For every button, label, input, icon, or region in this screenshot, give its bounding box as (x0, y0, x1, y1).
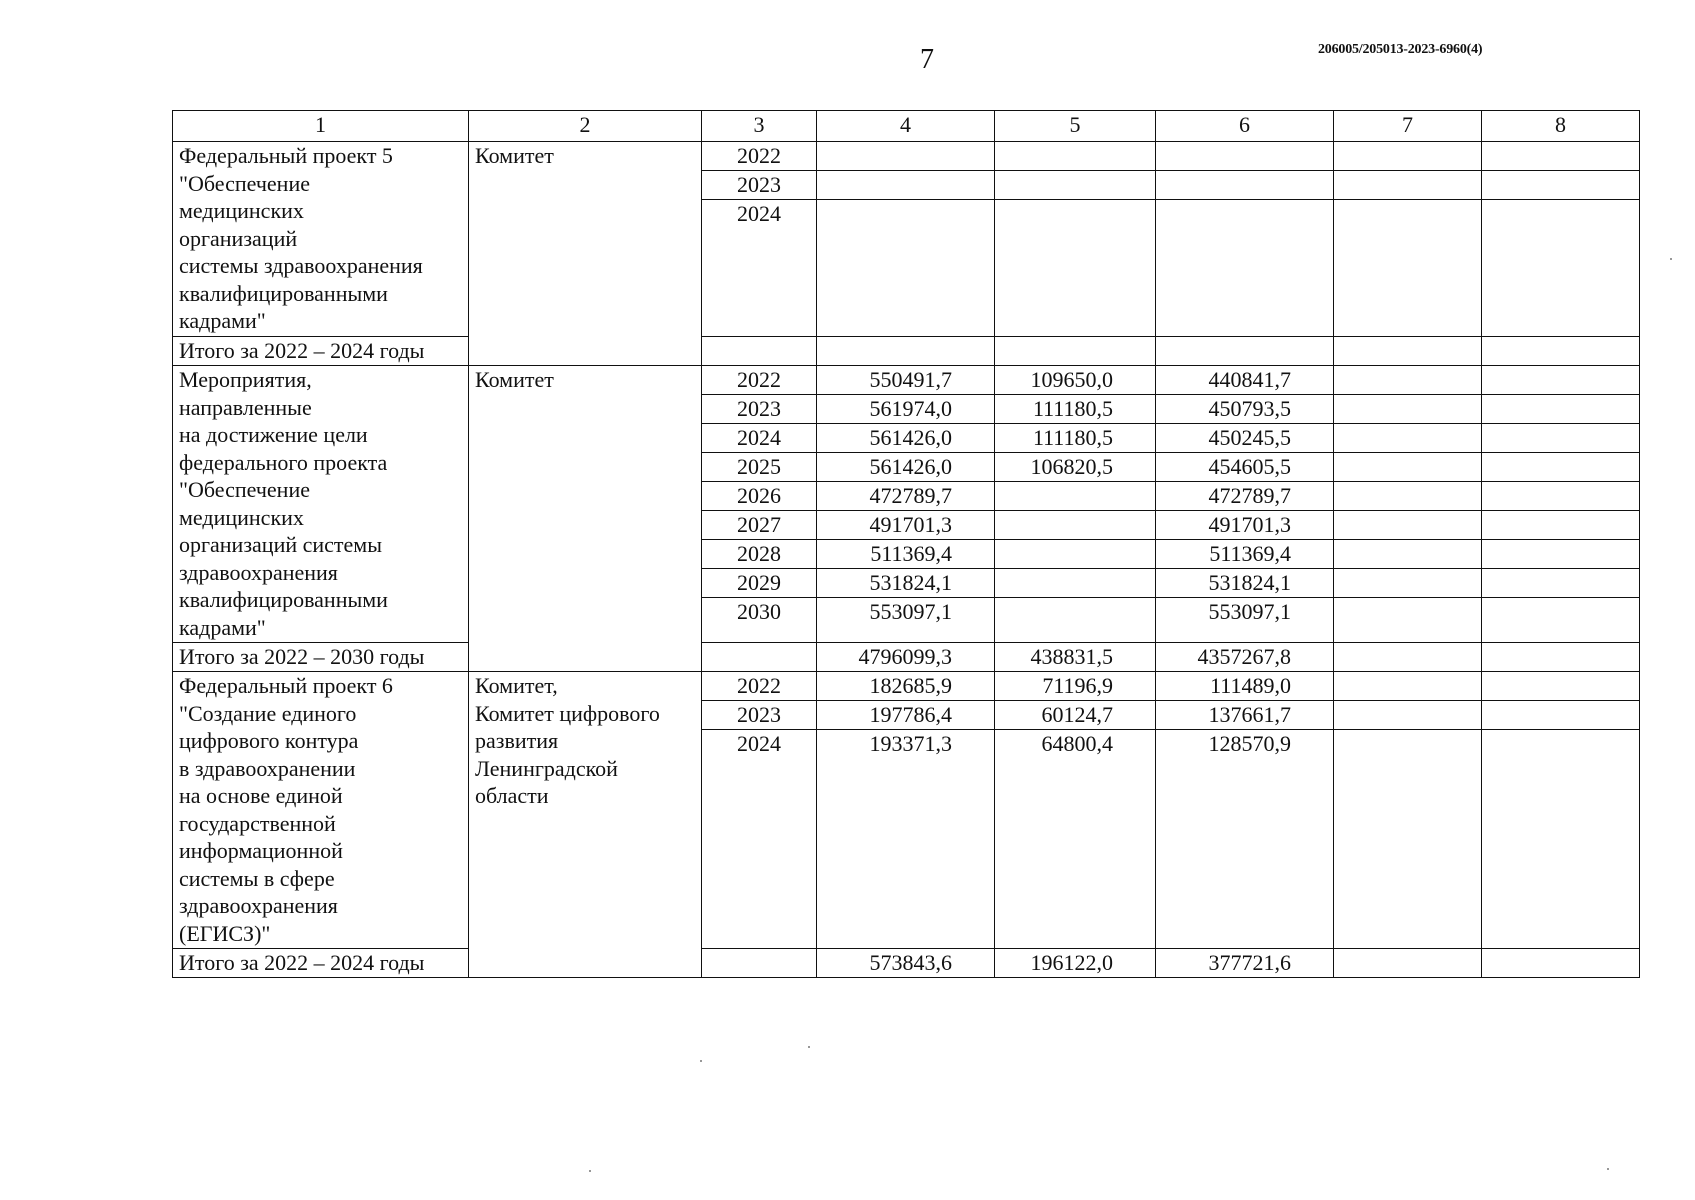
value-cell-c4: 561974,0 (817, 395, 995, 424)
value-cell-c4 (817, 171, 995, 200)
value-cell-c7 (1334, 540, 1482, 569)
value-cell-c6: 128570,9 (1156, 730, 1334, 949)
value-cell-c8 (1482, 142, 1640, 171)
block-name-line: Федеральный проект 6 (179, 673, 393, 698)
block-name-line: здравоохранения (179, 559, 338, 585)
value-cell-c5: 60124,7 (995, 701, 1156, 730)
total-value-c5: 438831,5 (995, 643, 1156, 672)
value-cell-c4: 550491,7 (817, 366, 995, 395)
value-cell-c6: 472789,7 (1156, 482, 1334, 511)
year-cell (702, 949, 817, 978)
value-cell-c8 (1482, 598, 1640, 643)
block-name-line: кадрами" (179, 308, 266, 333)
value-cell-c8 (1482, 424, 1640, 453)
value-cell-c8 (1482, 540, 1640, 569)
total-value-c8 (1482, 643, 1640, 672)
value-cell-c4 (817, 200, 995, 337)
value-cell-c4: 193371,3 (817, 730, 995, 949)
scan-speck (1670, 258, 1672, 260)
value-cell-c5 (995, 171, 1156, 200)
block-name-cell (173, 366, 469, 643)
block-name-line: медицинских (179, 198, 304, 223)
value-cell-c7 (1334, 511, 1482, 540)
value-cell-c7 (1334, 730, 1482, 949)
year-cell: 2025 (702, 453, 817, 482)
value-cell-c5: 64800,4 (995, 730, 1156, 949)
value-cell-c6: 454605,5 (1156, 453, 1334, 482)
block-name-line: Федеральный проект 5 (179, 143, 393, 168)
value-cell-c8 (1482, 482, 1640, 511)
value-cell-c5 (995, 142, 1156, 171)
block-name-line: информационной (179, 838, 343, 863)
total-row (173, 949, 1640, 978)
executor-cell (469, 142, 702, 366)
value-cell-c6: 137661,7 (1156, 701, 1334, 730)
block-name-line: Мероприятия, (179, 367, 312, 392)
column-header: 7 (1334, 111, 1482, 142)
year-cell: 2029 (702, 569, 817, 598)
value-cell-c7 (1334, 569, 1482, 598)
executor-line: Ленинградской (475, 755, 618, 781)
value-cell-c7 (1334, 171, 1482, 200)
block-name-line: системы здравоохранения (179, 253, 423, 278)
value-cell-c6: 491701,3 (1156, 511, 1334, 540)
value-cell-c6: 450245,5 (1156, 424, 1334, 453)
block-name-line: в здравоохранении (179, 755, 356, 781)
executor-line: Комитет (475, 143, 554, 168)
column-header: 6 (1156, 111, 1334, 142)
total-value-c4 (817, 337, 995, 366)
table-row (173, 672, 1640, 701)
value-cell-c5 (995, 569, 1156, 598)
document-code: 206005/205013-2023-6960(4) (1318, 42, 1483, 57)
value-cell-c8 (1482, 701, 1640, 730)
value-cell-c4: 531824,1 (817, 569, 995, 598)
block-name-cell (173, 142, 469, 337)
header-row (173, 111, 1640, 142)
year-cell: 2023 (702, 171, 817, 200)
block-name-line: на основе единой (179, 783, 343, 808)
executor-line: Комитет (475, 367, 554, 392)
year-cell: 2028 (702, 540, 817, 569)
total-value-c8 (1482, 949, 1640, 978)
block-name-line: федерального проекта (179, 449, 388, 475)
executor-line: Комитет, (475, 673, 558, 698)
block-name-cell (173, 672, 469, 949)
total-value-c4: 4796099,3 (817, 643, 995, 672)
table-row (173, 366, 1640, 395)
column-header: 3 (702, 111, 817, 142)
financing-table (172, 110, 1640, 978)
value-cell-c8 (1482, 569, 1640, 598)
column-header: 1 (173, 111, 469, 142)
value-cell-c5 (995, 511, 1156, 540)
value-cell-c8 (1482, 200, 1640, 337)
scan-speck (808, 1046, 810, 1048)
value-cell-c8 (1482, 511, 1640, 540)
value-cell-c8 (1482, 730, 1640, 949)
year-cell: 2022 (702, 142, 817, 171)
value-cell-c5: 111180,5 (995, 395, 1156, 424)
value-cell-c6: 450793,5 (1156, 395, 1334, 424)
year-cell: 2024 (702, 200, 817, 337)
value-cell-c7 (1334, 672, 1482, 701)
executor-line: области (475, 783, 549, 808)
value-cell-c5: 111180,5 (995, 424, 1156, 453)
value-cell-c7 (1334, 366, 1482, 395)
value-cell-c7 (1334, 482, 1482, 511)
value-cell-c6: 111489,0 (1156, 672, 1334, 701)
block-name-line: на достижение цели (179, 422, 368, 447)
total-label: Итого за 2022 – 2024 годы (173, 337, 469, 366)
scan-speck (700, 1060, 702, 1062)
block-name-line: организаций системы (179, 532, 382, 557)
total-value-c6: 4357267,8 (1156, 643, 1334, 672)
value-cell-c8 (1482, 672, 1640, 701)
block-name-line: здравоохранения (179, 893, 338, 918)
block-name-line: системы в сфере (179, 865, 335, 891)
block-name-line: "Обеспечение (179, 477, 310, 502)
value-cell-c7 (1334, 598, 1482, 643)
value-cell-c4: 553097,1 (817, 598, 995, 643)
value-cell-c7 (1334, 424, 1482, 453)
total-value-c6 (1156, 337, 1334, 366)
block-name-line: организаций (179, 225, 298, 251)
block-name-line: квалифицированными (179, 587, 388, 612)
year-cell: 2024 (702, 424, 817, 453)
year-cell: 2026 (702, 482, 817, 511)
value-cell-c8 (1482, 395, 1640, 424)
scan-speck (589, 1170, 591, 1172)
total-value-c7 (1334, 949, 1482, 978)
value-cell-c6: 531824,1 (1156, 569, 1334, 598)
year-cell: 2022 (702, 672, 817, 701)
total-label: Итого за 2022 – 2024 годы (173, 949, 469, 978)
block-name-line: кадрами" (179, 614, 266, 640)
value-cell-c6 (1156, 142, 1334, 171)
block-name-line: квалифицированными (179, 280, 388, 306)
block-name-line: (ЕГИСЗ)" (179, 920, 271, 946)
total-row (173, 337, 1640, 366)
year-cell: 2023 (702, 701, 817, 730)
block-name-line: государственной (179, 810, 336, 836)
value-cell-c8 (1482, 171, 1640, 200)
value-cell-c4: 182685,9 (817, 672, 995, 701)
column-header: 2 (469, 111, 702, 142)
value-cell-c6: 440841,7 (1156, 366, 1334, 395)
total-value-c7 (1334, 337, 1482, 366)
column-header: 8 (1482, 111, 1640, 142)
value-cell-c4: 472789,7 (817, 482, 995, 511)
value-cell-c4: 197786,4 (817, 701, 995, 730)
scan-speck (1607, 1168, 1609, 1170)
column-header: 4 (817, 111, 995, 142)
total-value-c4: 573843,6 (817, 949, 995, 978)
year-cell: 2030 (702, 598, 817, 643)
block-name-line: направленные (179, 394, 312, 420)
value-cell-c7 (1334, 142, 1482, 171)
value-cell-c5 (995, 540, 1156, 569)
total-value-c5: 196122,0 (995, 949, 1156, 978)
value-cell-c7 (1334, 200, 1482, 337)
value-cell-c8 (1482, 366, 1640, 395)
value-cell-c5 (995, 482, 1156, 511)
value-cell-c5 (995, 200, 1156, 337)
executor-line: развития (475, 728, 559, 753)
value-cell-c7 (1334, 701, 1482, 730)
value-cell-c4: 511369,4 (817, 540, 995, 569)
executor-cell (469, 366, 702, 672)
total-value-c5 (995, 337, 1156, 366)
year-cell: 2024 (702, 730, 817, 949)
total-label: Итого за 2022 – 2030 годы (173, 643, 469, 672)
value-cell-c6 (1156, 200, 1334, 337)
total-value-c6: 377721,6 (1156, 949, 1334, 978)
block-name-line: "Обеспечение (179, 170, 310, 196)
value-cell-c8 (1482, 453, 1640, 482)
value-cell-c5: 109650,0 (995, 366, 1156, 395)
block-name-line: "Создание единого (179, 700, 357, 726)
total-value-c8 (1482, 337, 1640, 366)
year-cell (702, 643, 817, 672)
value-cell-c5: 106820,5 (995, 453, 1156, 482)
value-cell-c4: 561426,0 (817, 453, 995, 482)
table-row (173, 142, 1640, 171)
block-name-line: медицинских (179, 504, 304, 530)
value-cell-c7 (1334, 395, 1482, 424)
value-cell-c6 (1156, 171, 1334, 200)
executor-cell (469, 672, 702, 978)
year-cell (702, 337, 817, 366)
value-cell-c6: 511369,4 (1156, 540, 1334, 569)
value-cell-c6: 553097,1 (1156, 598, 1334, 643)
year-cell: 2022 (702, 366, 817, 395)
page-number: 7 (920, 44, 934, 75)
total-value-c7 (1334, 643, 1482, 672)
column-header: 5 (995, 111, 1156, 142)
value-cell-c4: 491701,3 (817, 511, 995, 540)
value-cell-c5 (995, 598, 1156, 643)
value-cell-c4: 561426,0 (817, 424, 995, 453)
value-cell-c7 (1334, 453, 1482, 482)
year-cell: 2027 (702, 511, 817, 540)
year-cell: 2023 (702, 395, 817, 424)
block-name-line: цифрового контура (179, 728, 359, 753)
value-cell-c4 (817, 142, 995, 171)
value-cell-c5: 71196,9 (995, 672, 1156, 701)
total-row (173, 643, 1640, 672)
executor-line: Комитет цифрового (475, 700, 660, 726)
